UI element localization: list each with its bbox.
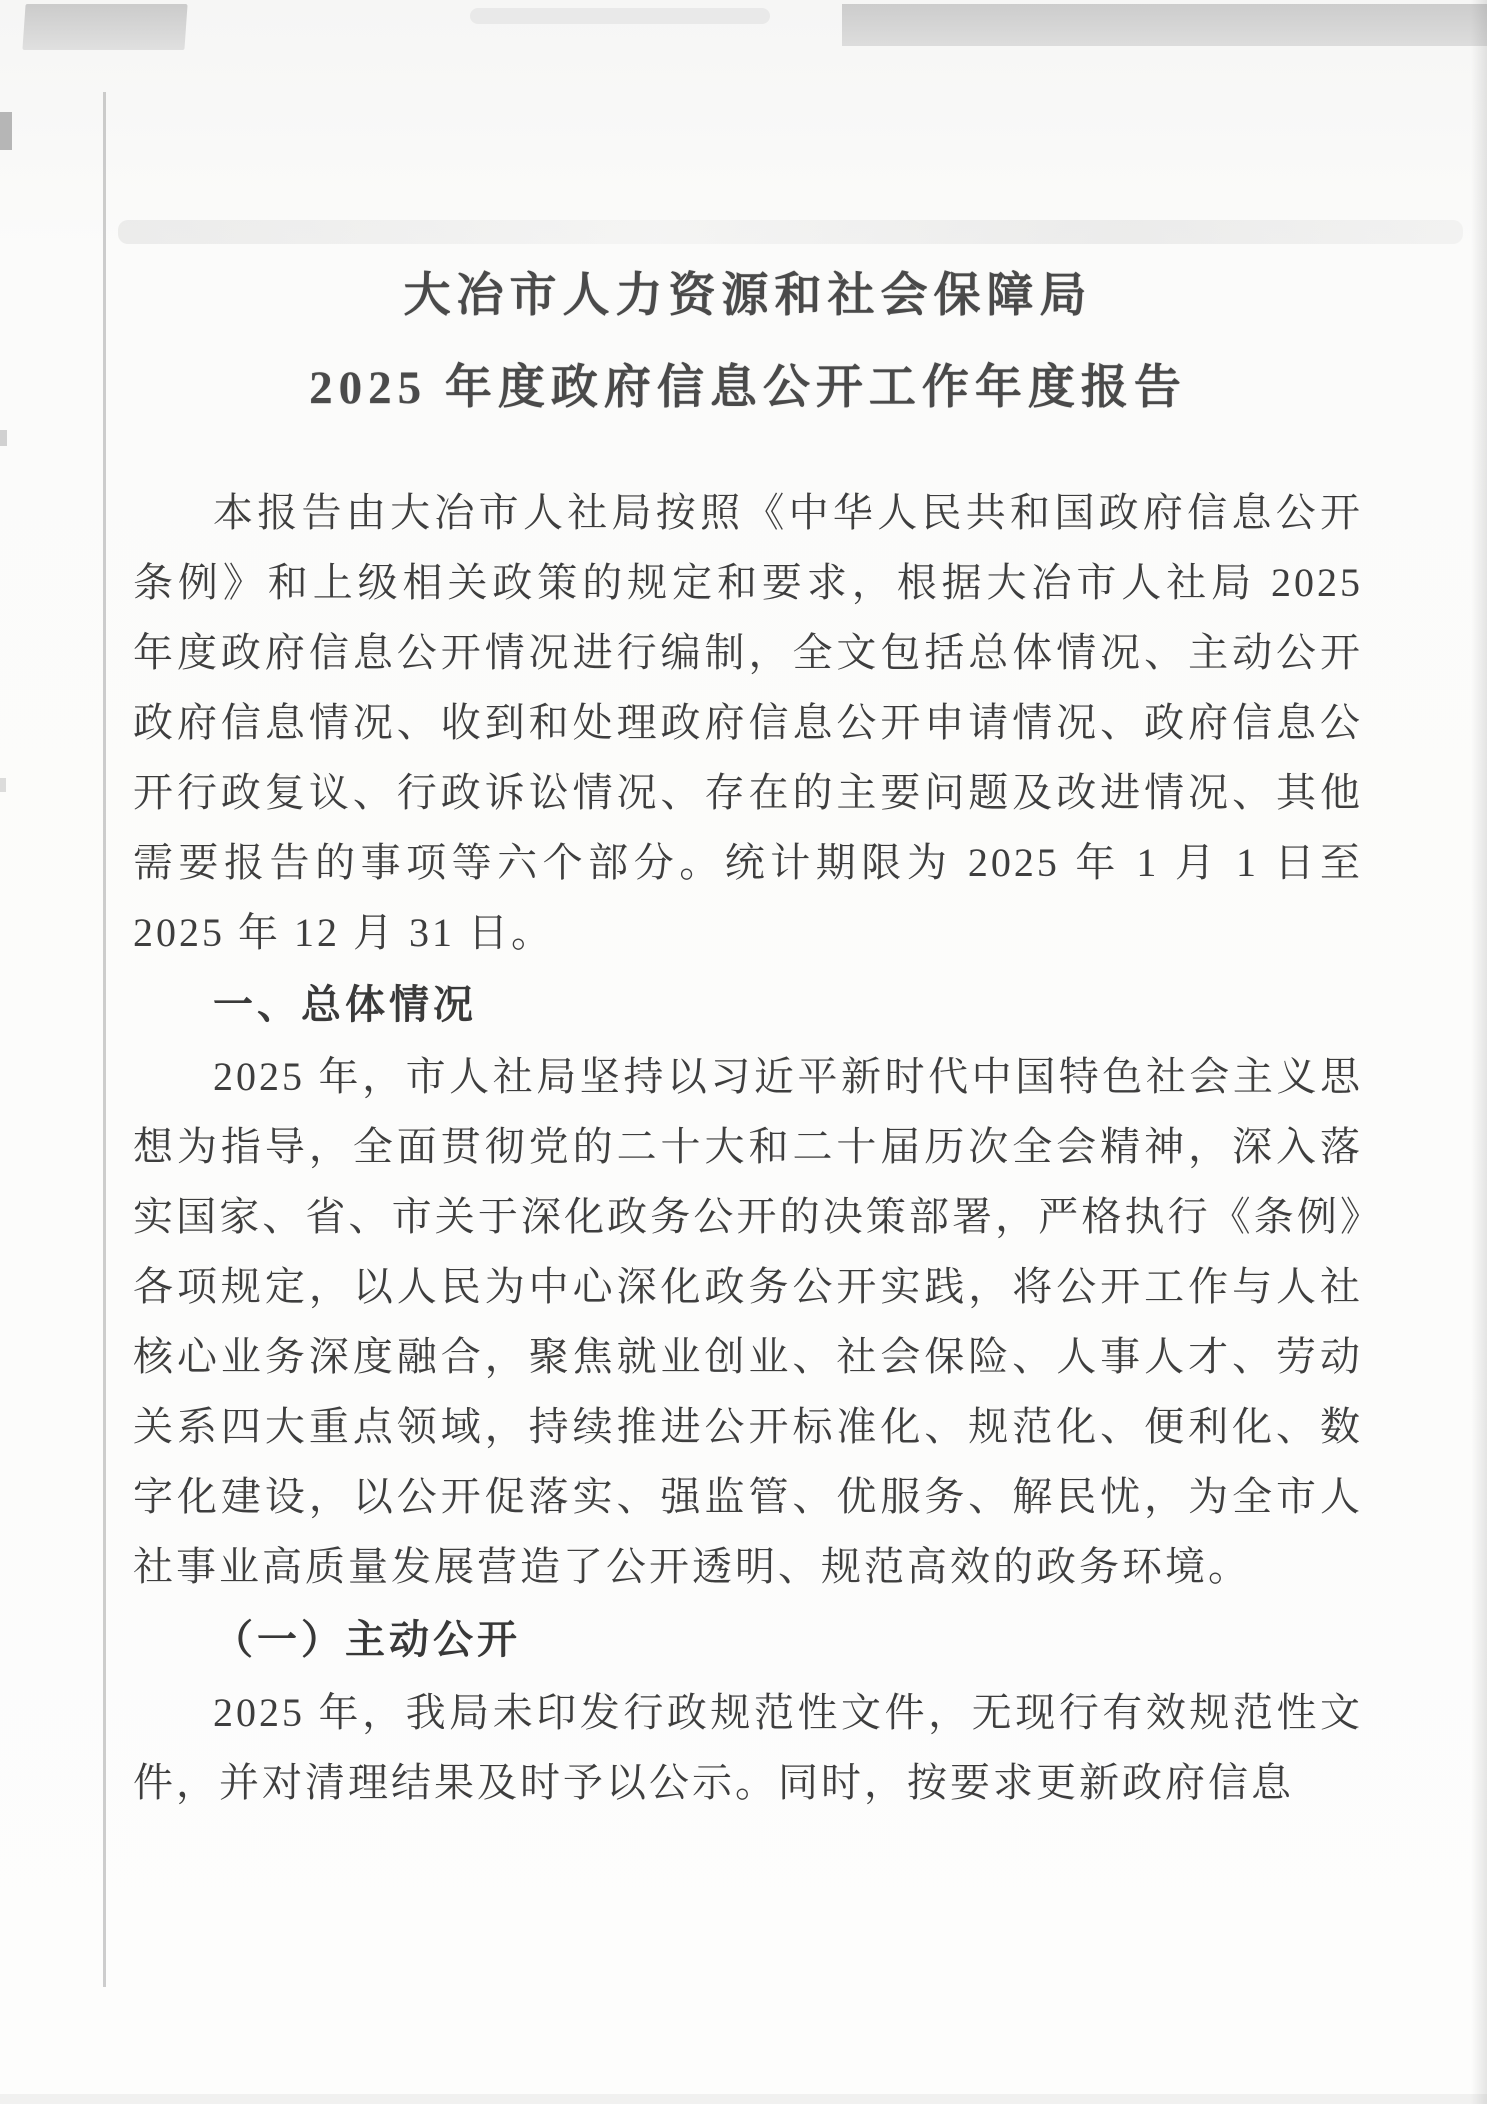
scan-artifact-horizontal-streak	[118, 220, 1463, 244]
scan-artifact-top-left	[22, 4, 187, 50]
subsection-heading-proactive-disclosure: （一）主动公开	[213, 1617, 521, 1662]
document-title-line1: 大冶市人力资源和社会保障局	[403, 270, 1093, 322]
intro-paragraph: 本报告由大冶市人社局按照《中华人民共和国政府信息公开条例》和上级相关政策的规定和要求，根据大冶市人社局 2025 年度政府信息公开情况进行编制，全文包括总体情况、主动公开政府信息情况、收到和处理政府信息公开申请情况、政府信息公开行政复议、行政诉讼情况、存在的主要问题及改进情况、其他需要报告的事项等六个部分。统计期限为 2025 年 1 月 1 日至 2025 年 12 月 31 日。	[133, 490, 1363, 955]
document-content	[133, 250, 1363, 1818]
scan-artifact-left-vertical-line	[103, 92, 106, 1987]
document-title	[133, 250, 1363, 434]
scan-artifact-bottom-shadow	[0, 2094, 1487, 2104]
scan-artifact-top-middle	[470, 8, 770, 24]
section-heading-overall-situation: 一、总体情况	[213, 983, 477, 1027]
scan-artifact-right-shadow	[1471, 0, 1487, 2104]
scan-artifact-left-edge-mark	[0, 112, 12, 150]
subsection-proactive-paragraph: 2025 年，我局未印发行政规范性文件，无现行有效规范性文件，并对清理结果及时予以公示。同时，按要求更新政府信息	[133, 1690, 1363, 1805]
scan-artifact-top-right	[842, 4, 1487, 46]
scan-artifact-left-edge-mark	[0, 430, 7, 446]
scan-artifact-left-edge-mark	[0, 778, 6, 792]
section-overall-paragraph: 2025 年，市人社局坚持以习近平新时代中国特色社会主义思想为指导，全面贯彻党的二十大和二十届历次全会精神，深入落实国家、省、市关于深化政务公开的决策部署，严格执行《条例》各项规定，以人民为中心深化政务公开实践，将公开工作与人社核心业务深度融合，聚焦就业创业、社会保险、人事人才、劳动关系四大重点领域，持续推进公开标准化、规范化、便利化、数字化建设，以公开促落实、强监管、优服务、解民忧，为全市人社事业高质量发展营造了公开透明、规范高效的政务环境。	[133, 1054, 1363, 1589]
document-title-line2: 2025 年度政府信息公开工作年度报告	[309, 362, 1187, 414]
